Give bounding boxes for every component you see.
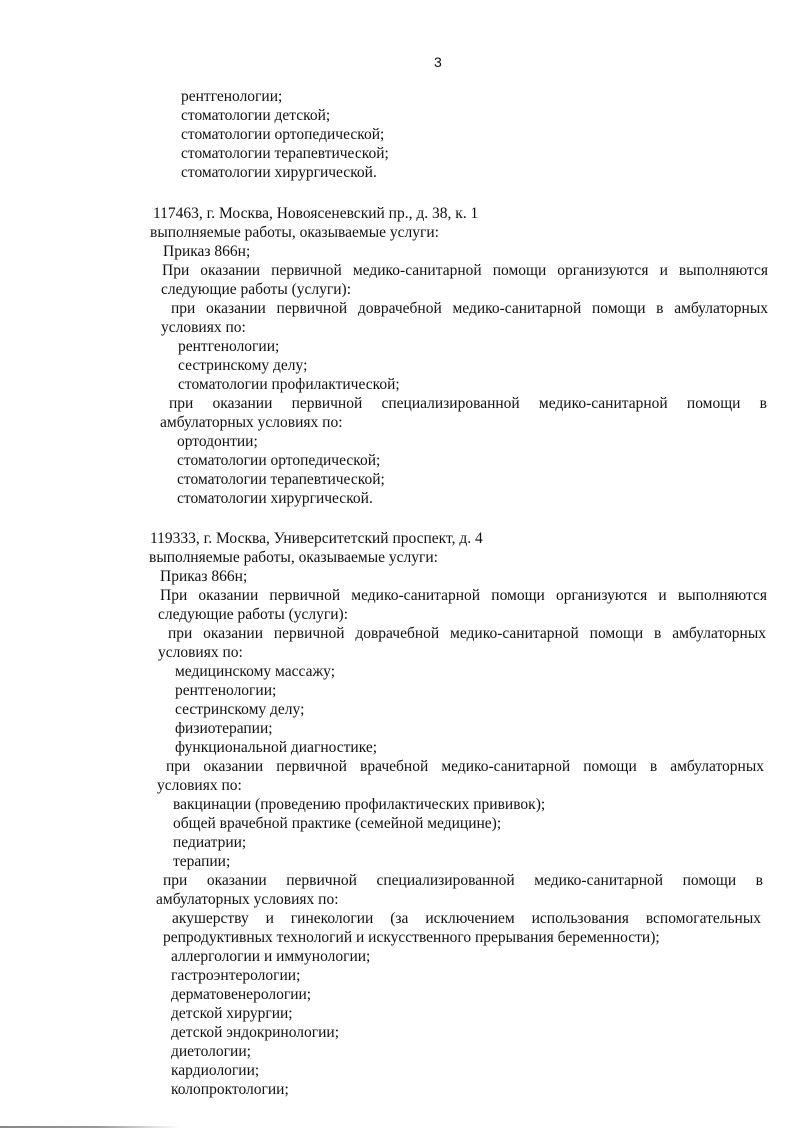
list-item: гастроэнтерологии; [171,967,301,984]
list-item: стоматологии ортопедической; [181,126,385,143]
list-item: рентгенологии; [181,88,283,105]
list-item: диетологии; [171,1043,251,1060]
list-item: рентгенологии; [178,338,280,355]
list-item: педиатрии; [173,834,247,851]
list-item: ортодонтии; [177,433,258,450]
list-item: стоматологии хирургической. [177,490,373,507]
list-item: сестринскому делу; [175,701,305,718]
list-item-cont: репродуктивных технологий и искусственного прерывания беременности); [163,929,660,946]
list-item: стоматологии детской; [181,107,331,124]
list-item: вакцинации (проведению профилактических прививок); [173,796,546,813]
section-heading-cont: условиях по: [158,644,243,661]
intro-line: При оказании первичной медико-санитарной помощи организуются и выполняются [162,262,768,279]
works-label: выполняемые работы, оказываемые услуги: [150,224,439,241]
section-heading: при оказании первичной доврачебной медико-санитарной помощи в амбулаторных [168,625,766,642]
intro-line-cont: следующие работы (услуги): [161,281,352,298]
list-item: общей врачебной практике (семейной медицине); [173,815,502,832]
section-heading: при оказании первичной врачебной медико-санитарной помощи в амбулаторных [166,758,764,775]
list-item: акушерству и гинекологии (за исключением использования вспомогательных [172,910,761,927]
list-item: кардиологии; [171,1062,260,1079]
page-number: 3 [434,54,442,70]
list-item: сестринскому делу; [178,357,308,374]
list-item: терапии; [173,853,231,870]
order-reference: Приказ 866н; [163,243,251,260]
list-item: стоматологии профилактической; [178,376,400,393]
section-heading: при оказании первичной доврачебной медико-санитарной помощи в амбулаторных [171,300,768,317]
list-item: стоматологии ортопедической; [177,452,381,469]
intro-line: При оказании первичной медико-санитарной помощи организуются и выполняются [160,587,767,604]
list-item: рентгенологии; [175,682,277,699]
section-heading-cont: амбулаторных условиях по: [160,414,343,431]
works-label: выполняемые работы, оказываемые услуги: [149,549,438,566]
list-item: детской эндокринологии; [171,1024,340,1041]
section-heading: при оказании первичной специализированной медико-санитарной помощи в [169,395,767,412]
address-line: 119333, г. Москва, Университетский проспект, д. 4 [150,530,483,547]
list-item: стоматологии хирургической. [181,164,377,181]
order-reference: Приказ 866н; [160,568,248,585]
intro-line-cont: следующие работы (услуги): [158,606,349,623]
address-line: 117463, г. Москва, Новоясеневский пр., д. 38, к. 1 [153,205,479,222]
scan-edge-artifact [0,1126,180,1128]
list-item: стоматологии терапевтической; [177,471,385,488]
list-item: функциональной диагностике; [175,739,378,756]
section-heading-cont: условиях по: [161,319,246,336]
section-heading-cont: амбулаторных условиях по: [156,891,339,908]
list-item: физиотерапии; [175,720,273,737]
list-item: стоматологии терапевтической; [181,145,389,162]
list-item: медицинскому массажу; [175,663,336,680]
section-heading: при оказании первичной специализированной медико-санитарной помощи в [163,872,763,889]
section-heading-cont: условиях по: [157,777,242,794]
list-item: колопроктологии; [171,1081,289,1098]
list-item: детской хирургии; [171,1005,293,1022]
list-item: дерматовенерологии; [171,986,312,1003]
list-item: аллергологии и иммунологии; [171,948,371,965]
